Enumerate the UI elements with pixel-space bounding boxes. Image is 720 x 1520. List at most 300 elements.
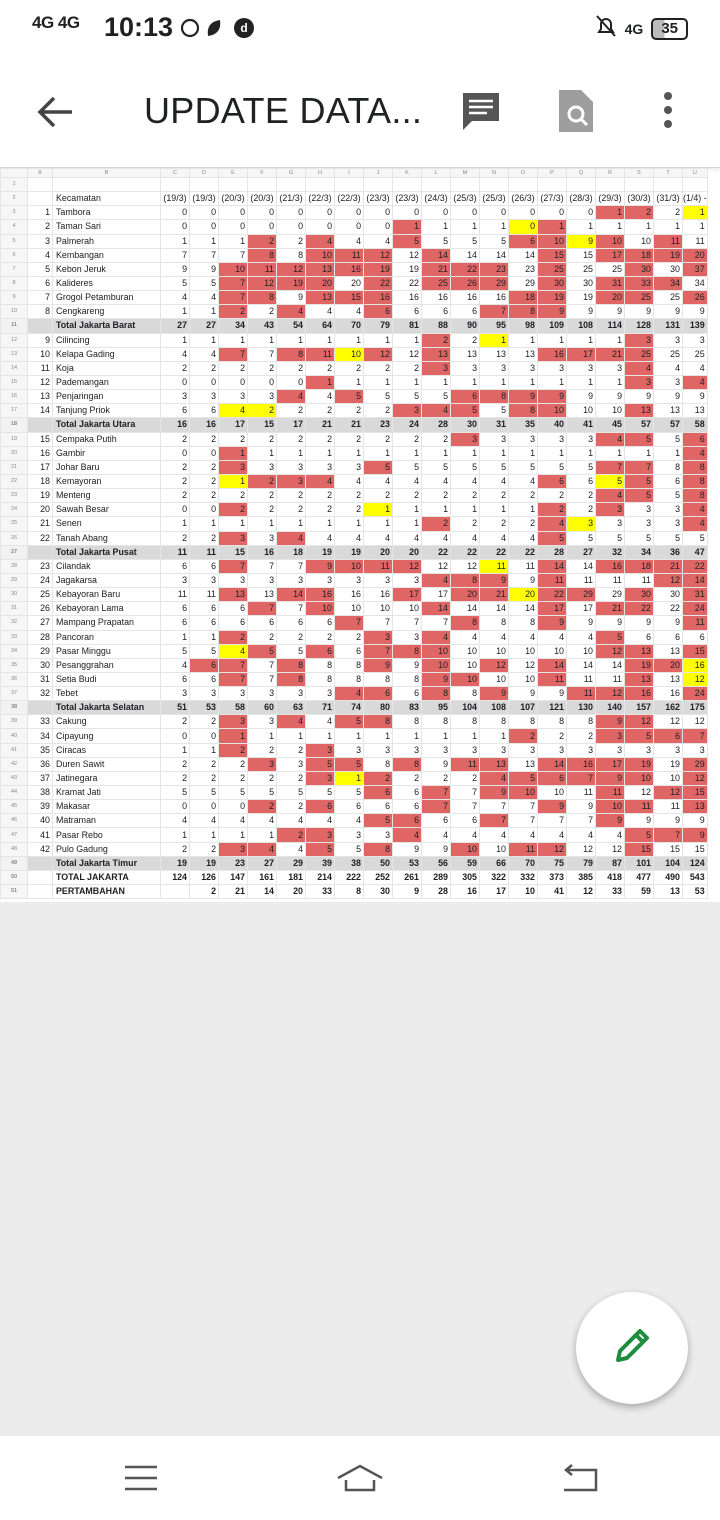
value-cell[interactable]: 19 [364, 262, 393, 276]
value-cell[interactable]: 63 [277, 701, 306, 715]
value-cell[interactable]: 5 [625, 729, 654, 743]
value-cell[interactable]: 9 [567, 800, 596, 814]
value-cell[interactable]: 2 [248, 305, 277, 319]
value-cell[interactable]: 1 [335, 375, 364, 389]
value-cell[interactable]: 10 [422, 658, 451, 672]
value-cell[interactable]: 8 [364, 672, 393, 686]
value-cell[interactable]: 4 [683, 503, 708, 517]
row-number[interactable]: 44 [1, 786, 28, 800]
value-cell[interactable]: 32 [596, 545, 625, 559]
district-name[interactable]: Kebayoran Lama [53, 602, 161, 616]
row-number[interactable]: 50 [1, 870, 28, 884]
value-cell[interactable]: 3 [219, 687, 248, 701]
value-cell[interactable]: 17 [277, 418, 306, 432]
value-cell[interactable]: 10 [596, 404, 625, 418]
value-cell[interactable]: 2 [190, 460, 219, 474]
value-cell[interactable]: 5 [422, 390, 451, 404]
value-cell[interactable]: 5 [190, 786, 219, 800]
value-cell[interactable]: 20 [451, 588, 480, 602]
district-name[interactable]: Pasar Minggu [53, 644, 161, 658]
value-cell[interactable]: 3 [161, 687, 190, 701]
value-cell[interactable]: 14 [277, 588, 306, 602]
value-cell[interactable]: 0 [335, 206, 364, 220]
value-cell[interactable]: 30 [451, 418, 480, 432]
value-cell[interactable]: 9 [567, 305, 596, 319]
value-cell[interactable]: 6 [364, 800, 393, 814]
row-number[interactable]: 28 [1, 559, 28, 573]
value-cell[interactable]: 19 [277, 276, 306, 290]
value-cell[interactable]: 3 [509, 432, 538, 446]
value-cell[interactable]: 1 [567, 446, 596, 460]
value-cell[interactable]: 24 [393, 418, 422, 432]
value-cell[interactable]: 4 [306, 531, 335, 545]
value-cell[interactable]: 16 [248, 545, 277, 559]
value-cell[interactable]: 27 [567, 545, 596, 559]
value-cell[interactable]: 12 [364, 347, 393, 361]
value-cell[interactable]: 5 [625, 432, 654, 446]
value-cell[interactable]: 5 [335, 842, 364, 856]
value-cell[interactable]: 2 [364, 404, 393, 418]
value-cell[interactable]: 3 [219, 531, 248, 545]
value-cell[interactable]: 31 [480, 418, 509, 432]
value-cell[interactable]: 252 [364, 870, 393, 884]
value-cell[interactable]: 16 [335, 588, 364, 602]
cell[interactable] [683, 178, 708, 192]
value-cell[interactable]: 1 [567, 333, 596, 347]
value-cell[interactable]: 21 [596, 602, 625, 616]
value-cell[interactable]: 10 [306, 602, 335, 616]
value-cell[interactable]: 10 [625, 234, 654, 248]
value-cell[interactable]: 2 [248, 503, 277, 517]
value-cell[interactable]: 9 [625, 814, 654, 828]
value-cell[interactable]: 6 [538, 771, 567, 785]
row-number[interactable]: 3 [1, 206, 28, 220]
value-cell[interactable]: 3 [596, 743, 625, 757]
value-cell[interactable]: 2 [248, 474, 277, 488]
cell[interactable] [161, 178, 190, 192]
district-name[interactable]: Cakung [53, 715, 161, 729]
district-name[interactable]: Pancoran [53, 630, 161, 644]
value-cell[interactable]: 3 [393, 630, 422, 644]
spreadsheet-grid[interactable] [0, 168, 720, 902]
value-cell[interactable]: 1 [480, 333, 509, 347]
value-cell[interactable]: 66 [480, 856, 509, 870]
value-cell[interactable]: 2 [335, 489, 364, 503]
value-cell[interactable]: 20 [654, 658, 683, 672]
value-cell[interactable]: 8 [306, 658, 335, 672]
district-number[interactable]: 34 [28, 729, 53, 743]
value-cell[interactable]: 8 [422, 687, 451, 701]
value-cell[interactable]: 6 [190, 672, 219, 686]
value-cell[interactable]: 24 [683, 687, 708, 701]
row-number[interactable]: 20 [1, 446, 28, 460]
value-cell[interactable]: 2 [306, 489, 335, 503]
value-cell[interactable]: 11 [335, 248, 364, 262]
value-cell[interactable]: 3 [422, 743, 451, 757]
value-cell[interactable]: 3 [567, 517, 596, 531]
value-cell[interactable]: 9 [596, 715, 625, 729]
value-cell[interactable]: 8 [567, 715, 596, 729]
value-cell[interactable]: 7 [364, 644, 393, 658]
value-cell[interactable]: 4 [509, 474, 538, 488]
row-number[interactable]: 42 [1, 757, 28, 771]
value-cell[interactable]: 9 [422, 757, 451, 771]
value-cell[interactable]: 11 [625, 800, 654, 814]
value-cell[interactable]: 4 [683, 517, 708, 531]
row-number[interactable]: 8 [1, 276, 28, 290]
row-number[interactable]: 7 [1, 262, 28, 276]
value-cell[interactable]: 1 [509, 333, 538, 347]
district-name[interactable]: Jagakarsa [53, 573, 161, 587]
value-cell[interactable]: 7 [567, 814, 596, 828]
value-cell[interactable]: 2 [393, 489, 422, 503]
value-cell[interactable]: 114 [596, 319, 625, 333]
district-name[interactable]: Total Jakarta Barat [53, 319, 161, 333]
value-cell[interactable]: 15 [248, 418, 277, 432]
value-cell[interactable]: 6 [393, 687, 422, 701]
value-cell[interactable]: 5 [248, 786, 277, 800]
value-cell[interactable]: 6 [393, 305, 422, 319]
value-cell[interactable]: 27 [161, 319, 190, 333]
value-cell[interactable]: 13 [422, 347, 451, 361]
value-cell[interactable]: 1 [596, 220, 625, 234]
value-cell[interactable]: 3 [451, 432, 480, 446]
value-cell[interactable]: 1 [364, 375, 393, 389]
district-name[interactable]: Cilincing [53, 333, 161, 347]
value-cell[interactable]: 6 [451, 814, 480, 828]
district-name[interactable]: Cengkareng [53, 305, 161, 319]
value-cell[interactable]: 2 [335, 432, 364, 446]
row-number[interactable]: 32 [1, 616, 28, 630]
value-cell[interactable]: 1 [248, 729, 277, 743]
district-number[interactable]: 28 [28, 630, 53, 644]
value-cell[interactable]: 4 [393, 474, 422, 488]
value-cell[interactable]: 3 [161, 390, 190, 404]
value-cell[interactable]: 7 [625, 460, 654, 474]
value-cell[interactable]: 6 [219, 616, 248, 630]
value-cell[interactable]: 5 [509, 460, 538, 474]
value-cell[interactable]: 10 [567, 404, 596, 418]
value-cell[interactable]: 2 [219, 503, 248, 517]
value-cell[interactable]: 6 [161, 672, 190, 686]
cell[interactable] [190, 178, 219, 192]
value-cell[interactable]: 2 [654, 206, 683, 220]
value-cell[interactable]: 7 [219, 347, 248, 361]
value-cell[interactable]: 13 [219, 588, 248, 602]
value-cell[interactable]: 12 [625, 715, 654, 729]
value-cell[interactable]: 3 [277, 573, 306, 587]
value-cell[interactable]: 9 [480, 573, 509, 587]
value-cell[interactable]: 10 [538, 404, 567, 418]
value-cell[interactable]: 0 [161, 729, 190, 743]
value-cell[interactable]: 0 [219, 375, 248, 389]
district-number[interactable]: 13 [28, 390, 53, 404]
value-cell[interactable]: 1 [277, 446, 306, 460]
column-letter[interactable]: Q [567, 169, 596, 178]
value-cell[interactable]: 5 [480, 234, 509, 248]
value-cell[interactable]: 5 [393, 390, 422, 404]
value-cell[interactable]: 4 [364, 234, 393, 248]
row-number[interactable]: 29 [1, 573, 28, 587]
cell[interactable] [277, 178, 306, 192]
value-cell[interactable]: 0 [422, 206, 451, 220]
value-cell[interactable]: 4 [277, 390, 306, 404]
value-cell[interactable]: 2 [190, 885, 219, 899]
value-cell[interactable]: 53 [393, 856, 422, 870]
district-name[interactable]: Pulo Gadung [53, 842, 161, 856]
value-cell[interactable]: 6 [248, 616, 277, 630]
value-cell[interactable]: 53 [190, 701, 219, 715]
value-cell[interactable]: 60 [248, 701, 277, 715]
value-cell[interactable]: 9 [393, 842, 422, 856]
value-cell[interactable]: 2 [306, 630, 335, 644]
value-cell[interactable]: 3 [654, 375, 683, 389]
value-cell[interactable]: 9 [538, 305, 567, 319]
value-cell[interactable]: 2 [161, 757, 190, 771]
value-cell[interactable]: 5 [335, 757, 364, 771]
value-cell[interactable]: 9 [480, 786, 509, 800]
value-cell[interactable]: 7 [248, 602, 277, 616]
row-number[interactable]: 37 [1, 687, 28, 701]
cell[interactable] [596, 178, 625, 192]
district-number[interactable]: 16 [28, 446, 53, 460]
value-cell[interactable]: 22 [393, 276, 422, 290]
value-cell[interactable]: 21 [480, 588, 509, 602]
value-cell[interactable]: 7 [451, 786, 480, 800]
value-cell[interactable]: 6 [422, 305, 451, 319]
cell[interactable] [422, 178, 451, 192]
value-cell[interactable]: 4 [451, 474, 480, 488]
value-cell[interactable]: 4 [219, 404, 248, 418]
value-cell[interactable]: 7 [654, 828, 683, 842]
value-cell[interactable]: 8 [451, 687, 480, 701]
value-cell[interactable]: 1 [509, 503, 538, 517]
value-cell[interactable]: 4 [393, 531, 422, 545]
value-cell[interactable]: 11 [596, 672, 625, 686]
value-cell[interactable]: 175 [683, 701, 708, 715]
row-number[interactable]: 40 [1, 729, 28, 743]
value-cell[interactable]: 0 [277, 375, 306, 389]
value-cell[interactable]: 3 [683, 333, 708, 347]
value-cell[interactable]: 2 [248, 361, 277, 375]
value-cell[interactable]: 1 [596, 333, 625, 347]
district-number[interactable]: 12 [28, 375, 53, 389]
column-letter[interactable]: U [683, 169, 708, 178]
value-cell[interactable]: 1 [538, 220, 567, 234]
value-cell[interactable]: 21 [306, 418, 335, 432]
value-cell[interactable]: 3 [277, 687, 306, 701]
value-cell[interactable]: 2 [161, 489, 190, 503]
value-cell[interactable]: 8 [393, 757, 422, 771]
column-letter[interactable]: H [306, 169, 335, 178]
value-cell[interactable]: 4 [480, 531, 509, 545]
value-cell[interactable]: 4 [451, 531, 480, 545]
district-name[interactable]: Grogol Petamburan [53, 291, 161, 305]
value-cell[interactable]: 8 [683, 474, 708, 488]
value-cell[interactable]: 11 [567, 573, 596, 587]
value-cell[interactable]: 2 [393, 432, 422, 446]
value-cell[interactable]: 6 [277, 616, 306, 630]
value-cell[interactable]: 11 [538, 672, 567, 686]
value-cell[interactable]: 5 [451, 404, 480, 418]
value-cell[interactable]: 5 [596, 630, 625, 644]
value-cell[interactable]: 26 [683, 291, 708, 305]
value-cell[interactable]: 2 [335, 361, 364, 375]
value-cell[interactable]: 19 [625, 757, 654, 771]
value-cell[interactable]: 261 [393, 870, 422, 884]
value-cell[interactable]: 4 [393, 828, 422, 842]
value-cell[interactable]: 2 [190, 771, 219, 785]
value-cell[interactable]: 2 [480, 489, 509, 503]
row-number[interactable]: 36 [1, 672, 28, 686]
value-cell[interactable]: 5 [422, 234, 451, 248]
value-cell[interactable]: 3 [596, 361, 625, 375]
value-cell[interactable]: 6 [654, 630, 683, 644]
value-cell[interactable]: 130 [567, 701, 596, 715]
date-header[interactable]: (20/3) [248, 192, 277, 206]
value-cell[interactable]: 9 [161, 262, 190, 276]
value-cell[interactable]: 0 [190, 800, 219, 814]
value-cell[interactable]: 9 [625, 390, 654, 404]
value-cell[interactable]: 16 [161, 418, 190, 432]
district-number[interactable]: 23 [28, 559, 53, 573]
value-cell[interactable]: 1 [364, 517, 393, 531]
value-cell[interactable]: 2 [422, 432, 451, 446]
value-cell[interactable]: 1 [509, 446, 538, 460]
value-cell[interactable]: 19 [567, 291, 596, 305]
value-cell[interactable]: 1 [393, 375, 422, 389]
value-cell[interactable]: 1 [161, 234, 190, 248]
value-cell[interactable]: 6 [190, 616, 219, 630]
value-cell[interactable]: 29 [567, 588, 596, 602]
value-cell[interactable]: 28 [422, 885, 451, 899]
value-cell[interactable]: 19 [625, 658, 654, 672]
column-letter[interactable]: K [393, 169, 422, 178]
value-cell[interactable]: 20 [683, 248, 708, 262]
value-cell[interactable]: 2 [509, 489, 538, 503]
value-cell[interactable]: 17 [596, 757, 625, 771]
value-cell[interactable]: 10 [306, 248, 335, 262]
row-number[interactable]: 21 [1, 460, 28, 474]
value-cell[interactable]: 34 [219, 319, 248, 333]
value-cell[interactable]: 11 [596, 573, 625, 587]
edit-button[interactable] [576, 1292, 688, 1404]
value-cell[interactable]: 5 [161, 276, 190, 290]
row-number[interactable]: 48 [1, 842, 28, 856]
value-cell[interactable]: 30 [538, 276, 567, 290]
district-number[interactable] [28, 418, 53, 432]
value-cell[interactable]: 9 [567, 234, 596, 248]
row-number[interactable]: 33 [1, 630, 28, 644]
value-cell[interactable]: 2 [306, 404, 335, 418]
value-cell[interactable]: 25 [422, 276, 451, 290]
value-cell[interactable]: 0 [277, 220, 306, 234]
value-cell[interactable]: 13 [654, 672, 683, 686]
value-cell[interactable]: 4 [219, 814, 248, 828]
district-number[interactable]: 25 [28, 588, 53, 602]
cell[interactable] [654, 178, 683, 192]
value-cell[interactable]: 5 [567, 531, 596, 545]
value-cell[interactable]: 1 [306, 729, 335, 743]
cell[interactable] [393, 178, 422, 192]
value-cell[interactable]: 4 [596, 432, 625, 446]
district-number[interactable] [28, 885, 53, 899]
district-name[interactable]: Kebon Jeruk [53, 262, 161, 276]
value-cell[interactable]: 33 [625, 276, 654, 290]
value-cell[interactable]: 2 [335, 404, 364, 418]
district-name[interactable]: Kramat Jati [53, 786, 161, 800]
value-cell[interactable]: 8 [480, 715, 509, 729]
district-number[interactable]: 5 [28, 262, 53, 276]
district-number[interactable]: 11 [28, 361, 53, 375]
value-cell[interactable]: 4 [306, 234, 335, 248]
value-cell[interactable]: 5 [451, 460, 480, 474]
value-cell[interactable]: 11 [509, 559, 538, 573]
value-cell[interactable]: 11 [190, 588, 219, 602]
value-cell[interactable]: 22 [451, 545, 480, 559]
value-cell[interactable]: 5 [451, 234, 480, 248]
value-cell[interactable]: 7 [596, 460, 625, 474]
value-cell[interactable]: 8 [364, 715, 393, 729]
date-header[interactable]: (25/3) [480, 192, 509, 206]
row-number[interactable]: 16 [1, 390, 28, 404]
value-cell[interactable]: 14 [451, 602, 480, 616]
value-cell[interactable]: 8 [393, 644, 422, 658]
value-cell[interactable]: 2 [219, 489, 248, 503]
value-cell[interactable]: 8 [509, 404, 538, 418]
value-cell[interactable]: 1 [480, 375, 509, 389]
value-cell[interactable]: 3 [306, 573, 335, 587]
district-name[interactable]: Taman Sari [53, 220, 161, 234]
value-cell[interactable]: 9 [422, 672, 451, 686]
value-cell[interactable]: 3 [683, 743, 708, 757]
value-cell[interactable]: 3 [335, 460, 364, 474]
value-cell[interactable]: 477 [625, 870, 654, 884]
value-cell[interactable]: 12 [393, 559, 422, 573]
cell[interactable] [306, 178, 335, 192]
value-cell[interactable]: 7 [248, 672, 277, 686]
value-cell[interactable]: 1 [190, 743, 219, 757]
value-cell[interactable]: 2 [161, 432, 190, 446]
value-cell[interactable]: 20 [364, 545, 393, 559]
value-cell[interactable]: 322 [480, 870, 509, 884]
value-cell[interactable]: 1 [364, 446, 393, 460]
value-cell[interactable]: 2 [364, 361, 393, 375]
value-cell[interactable]: 12 [248, 276, 277, 290]
value-cell[interactable]: 0 [451, 206, 480, 220]
value-cell[interactable]: 2 [190, 715, 219, 729]
value-cell[interactable]: 4 [335, 305, 364, 319]
district-number[interactable]: 9 [28, 333, 53, 347]
row-number[interactable]: 10 [1, 305, 28, 319]
value-cell[interactable]: 10 [654, 771, 683, 785]
date-header[interactable]: (19/3) [190, 192, 219, 206]
value-cell[interactable]: 6 [161, 602, 190, 616]
menu-icon[interactable] [124, 1464, 158, 1497]
district-name[interactable]: PERTAMBAHAN [53, 885, 161, 899]
value-cell[interactable]: 22 [422, 545, 451, 559]
value-cell[interactable]: 2 [422, 517, 451, 531]
value-cell[interactable]: 5 [654, 489, 683, 503]
column-letter[interactable]: J [364, 169, 393, 178]
value-cell[interactable]: 157 [625, 701, 654, 715]
value-cell[interactable]: 5 [219, 786, 248, 800]
value-cell[interactable]: 19 [654, 248, 683, 262]
value-cell[interactable]: 19 [538, 291, 567, 305]
value-cell[interactable]: 13 [654, 885, 683, 899]
value-cell[interactable]: 9 [683, 814, 708, 828]
value-cell[interactable]: 1 [596, 446, 625, 460]
